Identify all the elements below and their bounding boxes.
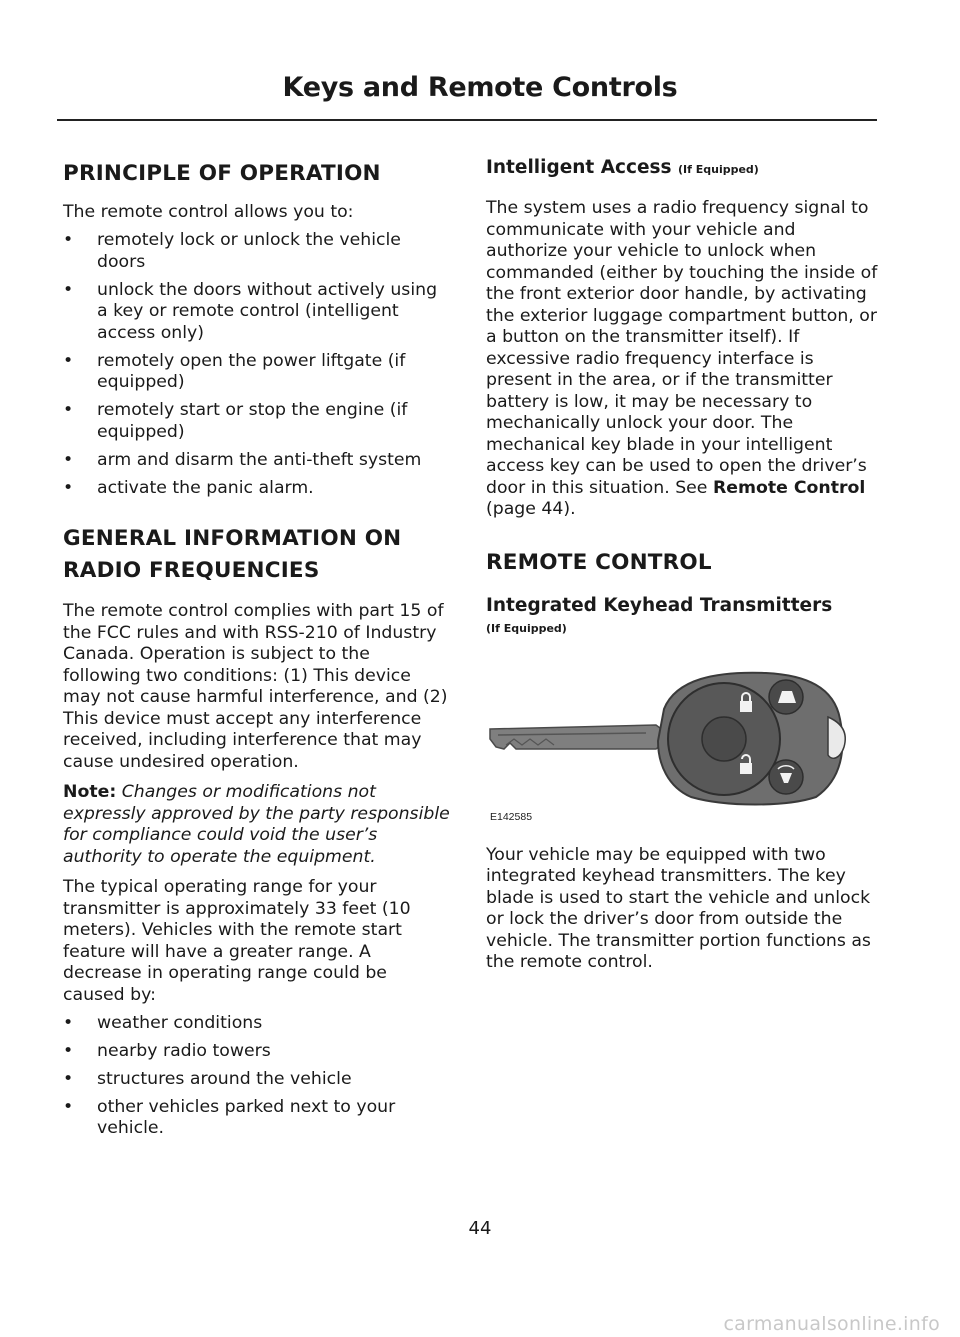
list-item: • weather conditions bbox=[63, 1013, 453, 1035]
principle-list bbox=[63, 230, 453, 499]
left-column bbox=[63, 150, 453, 1140]
radio-paragraph-1: The remote control complies with part 15 of the FCC rules and with RSS-210 of Industry Canada. Operation is subject to the following two conditions: (1) This device may not cause harmful interference, and (2) This device must accept any interference received, including interference that may cause undesired operation. bbox=[63, 601, 448, 772]
header-rule bbox=[57, 119, 877, 121]
page-ref: (page 44). bbox=[486, 499, 576, 519]
note-label: Note: bbox=[63, 782, 117, 802]
remote-control-link[interactable]: Remote Control bbox=[712, 477, 866, 498]
keyhead-suffix: (If Equipped) bbox=[486, 621, 567, 635]
intelligent-access-text: The system uses a radio frequency signal to communicate with your vehicle and authorize your vehicle to unlock when commanded (either by touching the inside of the front exterior door handle, by activating the exterior luggage compartment button, or a button on the transmitter itself). If excessive radio frequency interface is present in the area, or if the transmitter battery is low, it may be necessary to mechanically unlock your door. The mechanical key blade in your intelligent access key can be used to open the driver’s door in this situation. See bbox=[486, 198, 878, 498]
range-list bbox=[63, 1013, 453, 1140]
list-item: • remotely start or stop the engine (if equipped) bbox=[63, 400, 453, 443]
keyhead-paragraph: Your vehicle may be equipped with two integrated keyhead transmitters. The key blade is used to start the vehicle and unlock or lock the driver’s door from outside the vehicle. The transmitter portion functions as the remote control. bbox=[486, 844, 871, 972]
list-item: • unlock the doors without actively using a key or remote control (intelligent access only) bbox=[63, 280, 453, 345]
list-item: • structures around the vehicle bbox=[63, 1069, 453, 1091]
principle-intro: The remote control allows you to: bbox=[63, 202, 354, 222]
intelligent-access-paragraph bbox=[486, 198, 878, 521]
figure-code: E142585 bbox=[490, 810, 533, 823]
page-header-title: Keys and Remote Controls bbox=[282, 72, 678, 103]
radio-heading-line2: RADIO FREQUENCIES bbox=[63, 558, 320, 583]
principle-heading: PRINCIPLE OF OPERATION bbox=[63, 161, 381, 186]
intelligent-access-heading bbox=[486, 154, 878, 184]
right-column bbox=[486, 150, 878, 974]
intelligent-access-title: Intelligent Access bbox=[486, 157, 672, 178]
list-item: • activate the panic alarm. bbox=[63, 478, 453, 500]
page-number: 44 bbox=[468, 1218, 492, 1239]
keyhead-transmitter-image bbox=[486, 669, 856, 809]
radio-heading-line1: GENERAL INFORMATION ON bbox=[63, 526, 402, 551]
remote-control-heading: REMOTE CONTROL bbox=[486, 549, 712, 575]
key-blade bbox=[490, 725, 664, 749]
radio-paragraph-2: The typical operating range for your transmitter is approximately 33 feet (10 meters). Vehicles with the remote start feature will have a greater range. A decrease in operating range could be caused by: bbox=[63, 877, 411, 1005]
radio-note bbox=[63, 782, 453, 868]
intelligent-access-suffix: (If Equipped) bbox=[678, 163, 759, 176]
list-item: • other vehicles parked next to your vehicle. bbox=[63, 1097, 453, 1140]
list-item: • nearby radio towers bbox=[63, 1041, 453, 1063]
watermark: carmanualsonline.info bbox=[723, 1313, 940, 1335]
keyhead-heading: Integrated Keyhead Transmitters bbox=[486, 594, 833, 616]
key-figure bbox=[486, 669, 866, 823]
list-item: • remotely open the power liftgate (if equipped) bbox=[63, 351, 453, 394]
list-item: • remotely lock or unlock the vehicle doors bbox=[63, 230, 453, 273]
list-item: • arm and disarm the anti-theft system bbox=[63, 450, 453, 472]
note-text: Changes or modifications not expressly approved by the party responsible for compliance could void the user’s authority to operate the equipment. bbox=[63, 782, 450, 867]
